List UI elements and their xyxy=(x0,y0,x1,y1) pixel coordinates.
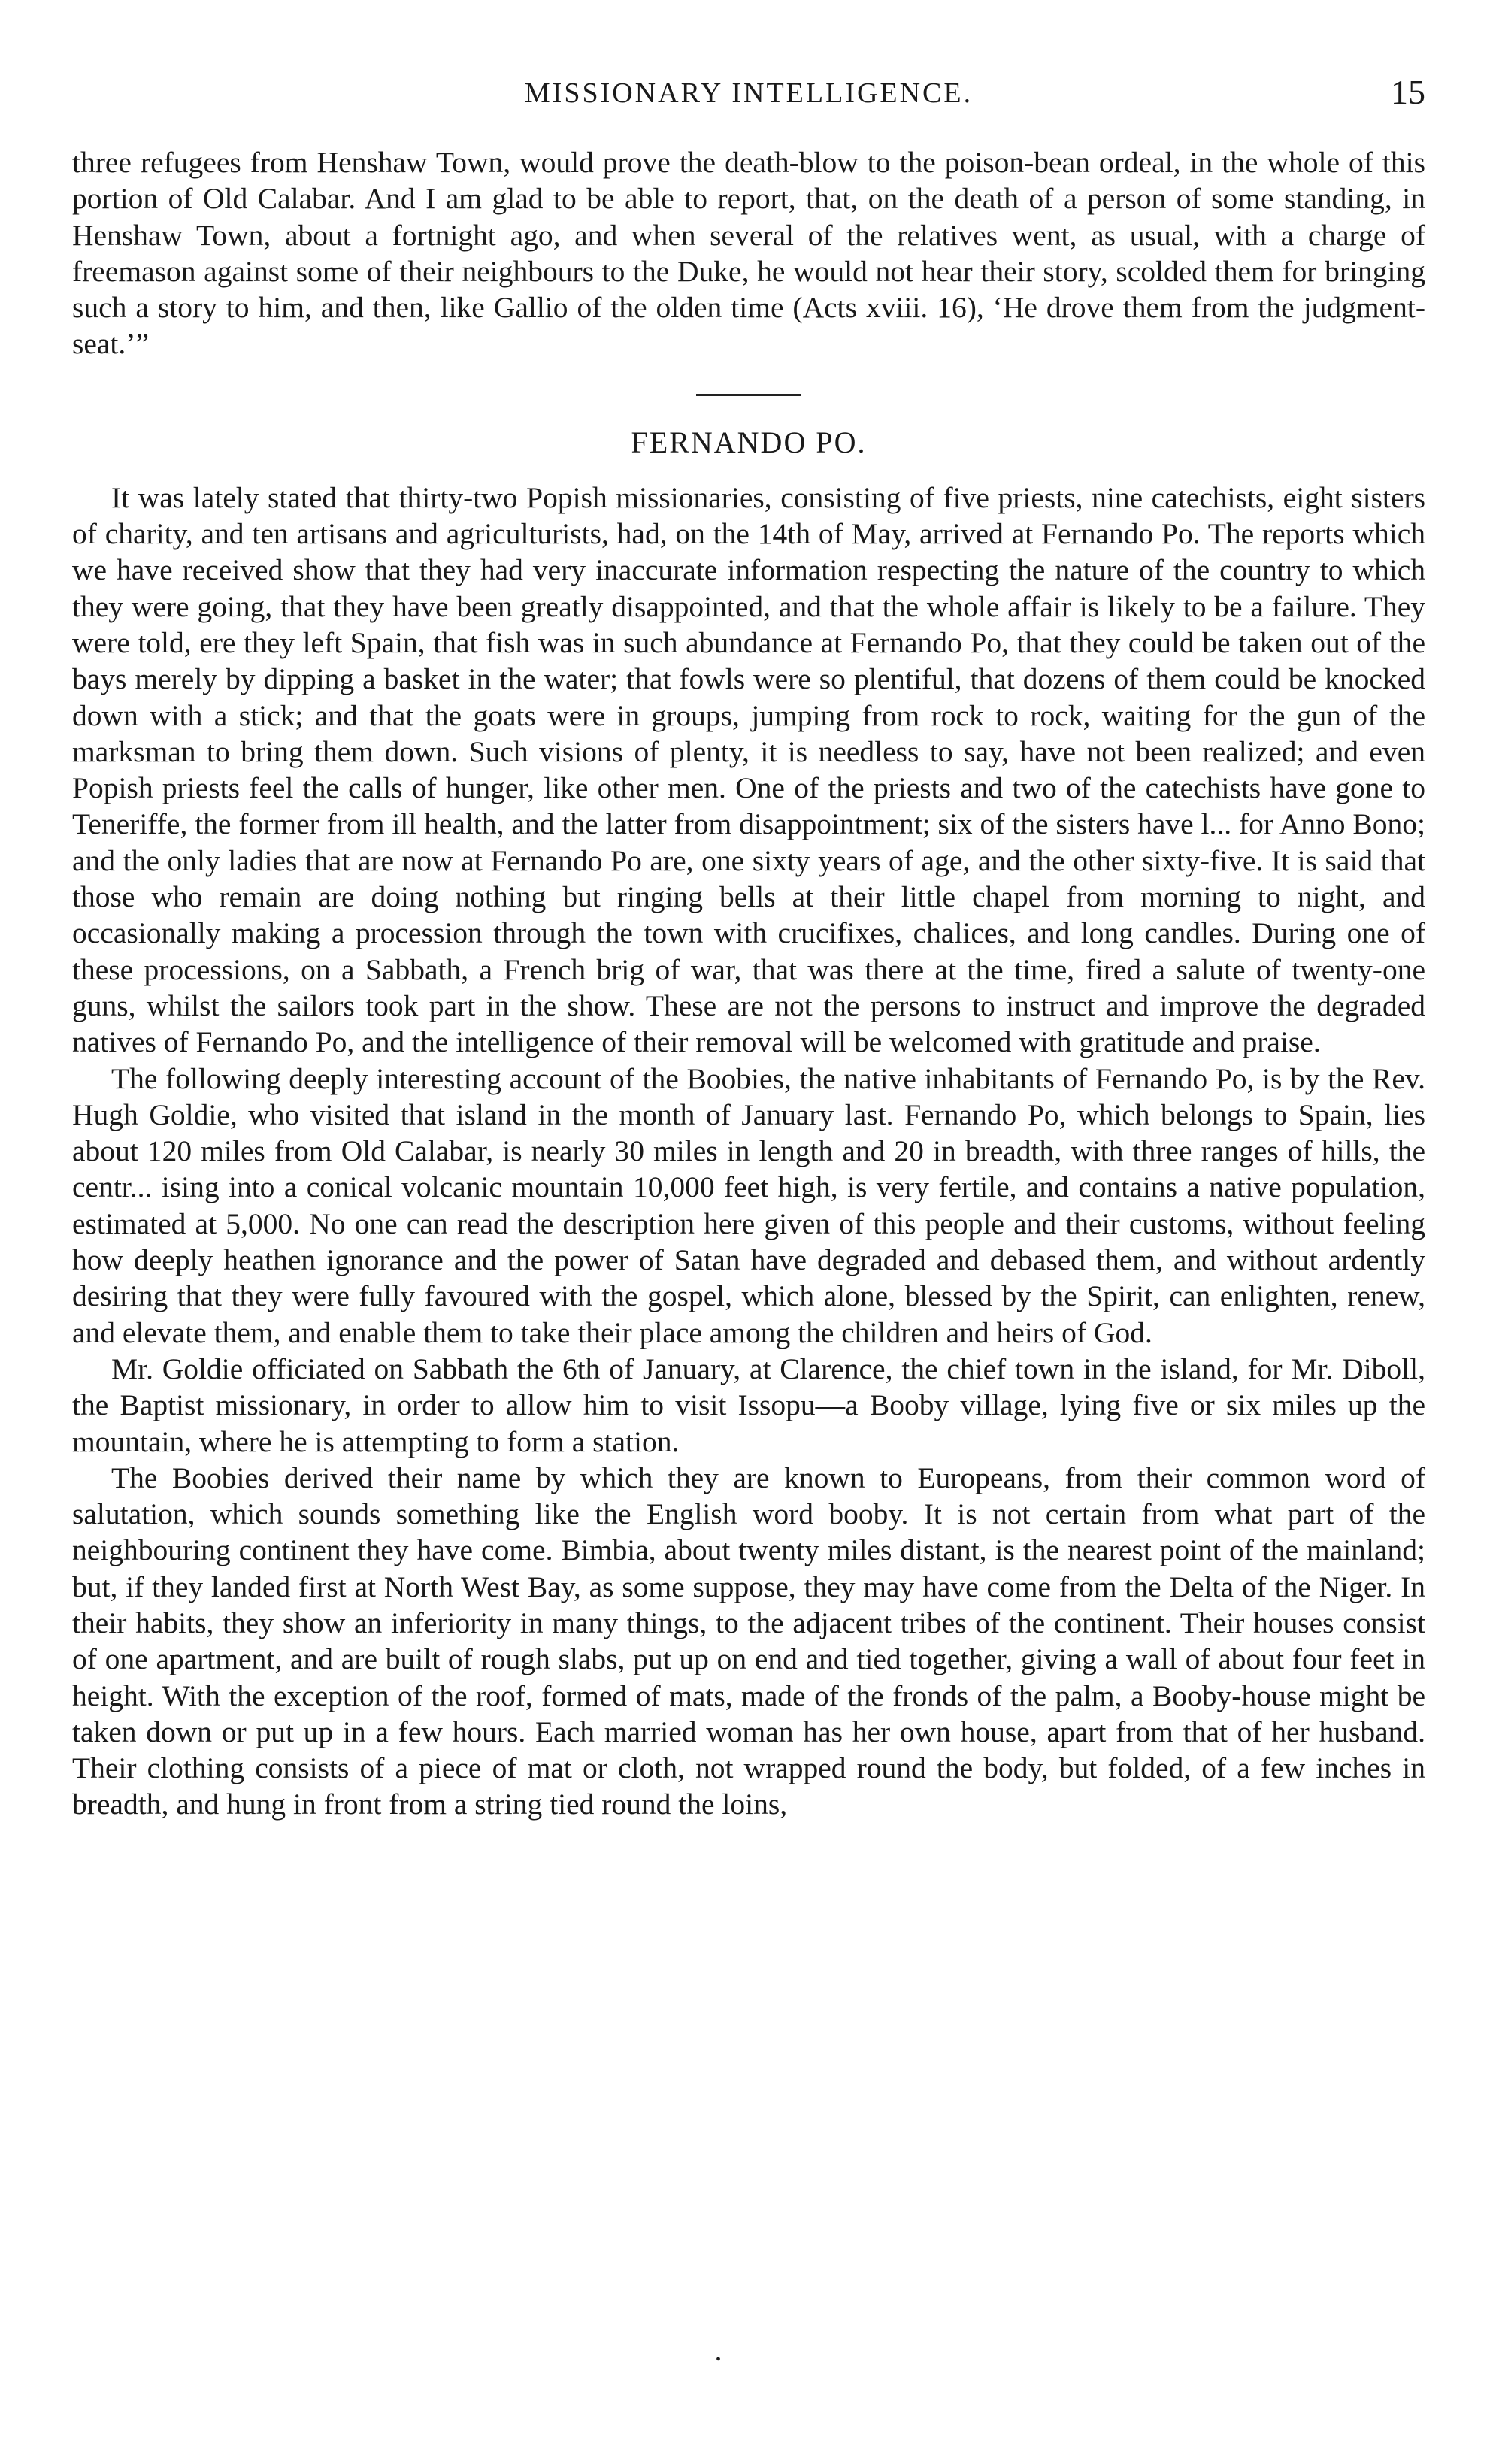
running-header xyxy=(72,72,1425,125)
section-title: FERNANDO PO. xyxy=(631,425,867,459)
footer-mark: • xyxy=(716,2351,722,2368)
paragraph-booby-origins: The Boobies derived their name by which they are known to Europeans, from their common word of salutation, which sounds something like the English word booby. It is not certain from what part of the neighbouring continent they have come. Bimbia, about twenty miles distant, is the nearest point of the mainland; but, if they landed first at North West Bay, as some suppose, they may have come from the Delta of the Niger. In their habits, they show an inferiority in many things, to the adjacent tribes of the continent. Their houses consist of one apartment, and are built of rough slabs, put up on end and tied together, giving a wall of about four feet in height. With the exception of the roof, formed of mats, made of the fronds of the palm, a Booby-house might be taken down or put up in a few hours. Each married woman has her own house, apart from that of her husband. Their clothing consists of a piece of mat or cloth, not wrapped round the body, but folded, of a few inches in breadth, and hung in front from a string tied round the loins, xyxy=(72,1461,1425,1821)
continued-paragraph: three refugees from Henshaw Town, would prove the death-blow to the poison-bean ordeal, in the whole of this portion of Old Calabar. And I am glad to be able to report, that, on the death of a person of some standing, in Henshaw Town, about a fortnight ago, and when several of the relatives went, as usual, with a charge of freemason against some of their neighbours to the Duke, he would not hear their story, scolded them for bringing such a story to him, and then, like Gallio of the olden time (Acts xviii. 16), ‘He drove them from the judgment-seat.’” xyxy=(72,146,1425,361)
page-number: 15 xyxy=(1391,73,1425,111)
paragraph-popish-missionaries: It was lately stated that thirty-two Popish missionaries, consisting of five priests, nine catechists, eight sisters of charity, and ten artisans and agriculturists, had, on the 14th of May, arrived at Fernando Po. The reports which we have received show that they had very inaccurate information respecting the nature of the country to which they were going, that they have been greatly disappointed, and that the whole affair is likely to be a failure. They were told, ere they left Spain, that fish was in such abundance at Fernando Po, that they could be taken out of the bays merely by dipping a basket in the water; that fowls were so plentiful, that dozens of them could be knocked down with a stick; and that the goats were in groups, jumping from rock to rock, waiting for the gun of the marksman to bring them down. Such visions of plenty, it is needless to say, have not been realized; and even Popish priests feel the calls of hunger, like other men. One of the priests and two of the catechists have gone to Teneriffe, the former from ill health, and the latter from disappointment; six of the sisters have l... for Anno Bono; and the only ladies that are now at Fernando Po are, one sixty years of age, and the other sixty-five. It is said that those who remain are doing nothing but ringing bells at their little chapel from morning to night, and occasionally making a procession through the town with crucifixes, chalices, and long candles. During one of these processions, on a Sabbath, a French brig of war, that was there at the time, fired a salute of twenty-one guns, whilst the sailors took part in the show. These are not the persons to instruct and improve the degraded natives of Fernando Po, and the intelligence of their removal will be welcomed with gratitude and praise. xyxy=(72,480,1425,1059)
section-divider xyxy=(696,394,801,396)
page xyxy=(72,72,1425,1823)
running-title: MISSIONARY INTELLIGENCE. xyxy=(524,77,974,109)
paragraph-goldie-officiated: Mr. Goldie officiated on Sabbath the 6th of January, at Clarence, the chief town in the island, for Mr. Diboll, the Baptist missionary, in order to allow him to visit Issopu—a Booby village, lying five or six miles up the mountain, where he is attempting to form a station. xyxy=(72,1352,1425,1458)
paragraph-boobies-account: The following deeply interesting account of the Boobies, the native inhabitants of Fernando Po, is by the Rev. Hugh Goldie, who visited that island in the month of January last. Fernando Po, which belongs to Spain, lies about 120 miles from Old Calabar, is nearly 30 miles in length and 20 in breadth, with three ranges of hills, the centr... ising into a conical volcanic mountain 10,000 feet high, is very fertile, and contains a native population, estimated at 5,000. No one can read the description here given of this people and their customs, without feeling how deeply heathen ignorance and the power of Satan have degraded and debased them, and without ardently desiring that they were fully favoured with the gospel, which alone, blessed by the Spirit, can enlighten, renew, and elevate them, and enable them to take their place among the children and heirs of God. xyxy=(72,1061,1425,1349)
